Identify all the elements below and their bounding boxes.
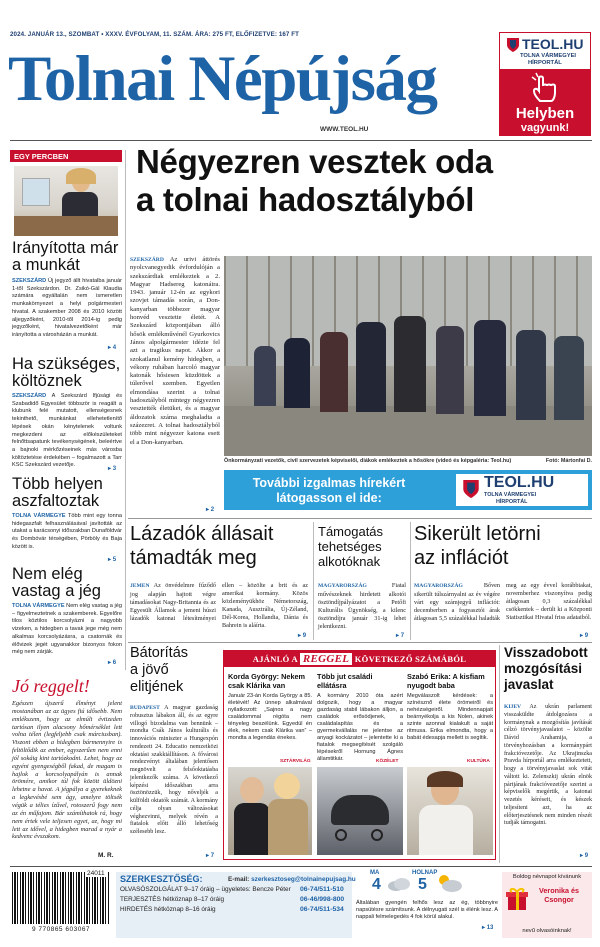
lazadok-cat: JEMEN: [130, 583, 150, 589]
headline-line: alkotóknak: [318, 554, 381, 569]
service-row-2-label: TERJESZTÉS hétköznap 8–17 óráig: [120, 896, 225, 903]
sidebar-item-1-page[interactable]: ▸ 4: [108, 345, 117, 351]
footer-rule: [10, 866, 592, 867]
tamogatas-cat: MAGYARORSZÁG: [318, 583, 367, 589]
reggel-item-1-text: Január 23-án Korda György a 85. életévét! Az ünnep alkalmával nyilatkozott: „Sajnos a nagy családommal régóta nem tényeleg beszélünk. Egyedül én élek, nekem csak Klárika van” – mondta a legendás énekes.: [228, 693, 312, 741]
reggel-photo-3[interactable]: [407, 767, 493, 855]
reggel-item-3-title[interactable]: Szabó Erika: A kisfiam nyugodt baba: [407, 672, 485, 690]
headline-line: Lázadók állásait: [130, 523, 274, 545]
lead-headline-1[interactable]: Négyezren vesztek oda: [136, 143, 493, 180]
inflacio-text: [414, 582, 592, 634]
banner-line-1: További izgalmas hírekért: [252, 476, 406, 490]
sidebar-item-1-body: Új jegyző állt hivatalba január 1-től Szekszárdon. Dr. Zsikó-Gál Klaudia számára egyáltalán nem ismeretlen munkakörnyezet a helyi polgármesteri hivatal. A szakember 2008 és 2010 között aljegyzőként, 2010-től 2014-ig pedig jegyzőként, hivatalvezetőként már irányította a városházán a munkát.: [12, 278, 122, 338]
batoritas-body: A magyar gazdaság robusztus lábakon áll, és az egyre villogó bizodalma van bennünk – mondta Csák János kulturális és innovációs miniszter a Hungexpón rendezett 24. Educatio nemzetközi oktatási szakkiállításon. A fővárosi rendezvényt általában jelentősen megnövelt a felsőoktatásba jelentkezők száma. A következő képzési időszakban arra ösztönözzük, hogy nőveljék a külföldi oktatók számát. A kormány célja olyan változásokat véghezvinni, melyek révén a fiatalok előtt álló lehetőség szélesebb lesz.: [130, 705, 219, 835]
banner-brand: TEOL.HU: [484, 474, 555, 491]
teol-banner[interactable]: [224, 470, 592, 510]
promo-slogan-1: Helyben: [515, 105, 575, 122]
reggel-item-3-tag: KULTÚRA: [467, 759, 490, 764]
service-row-1-phone[interactable]: 06-74/511-510: [300, 886, 344, 893]
caption-text: Önkormányzati vezetők, civil szervezetek képviselői, diákok emlékeztek a hősökre (videó és képgaléria: Teol.hu): [224, 458, 512, 464]
tamogatas-text: [318, 582, 406, 634]
page-ref: 2: [210, 507, 215, 513]
headline-line: Támogatás: [318, 524, 384, 539]
reggel-item-3-text: Megválaszolt kérdések: a színésznő élete örömeiről és nehézségeiről. Mindennapjait beárnyékolja a kis Nolen, akinek szinte azonnal kialakult a saját ritmusa. Erika elmondta, hogy a babát édesapja mellett is segítik.: [407, 693, 493, 741]
weather-tomorrow-label: HOLNAP: [412, 870, 438, 876]
masthead-rule: [10, 140, 592, 141]
batoritas-headline[interactable]: [130, 645, 220, 696]
visszadobott-text: [504, 704, 592, 854]
inflacio-page-ref[interactable]: ▸ 9: [580, 633, 589, 639]
service-row-1-label: OLVASÓSZOLGÁLAT 9–17 óráig – ügyeletes: Bencze Péter: [120, 886, 291, 893]
sidebar-item-2-body: A Szekszárd Ifjúsági és Szabadidő Egyesület többször is reagált a klubunk felé mutatott, ellenségesnek tekinthető, munkánkat ellehetetlenítő lépések okán kénytelenek voltunk megkezdeni az előkészületeket felnőttsapatunk tevékenységének, beleértve a bajnoki mérkőzéseinek más városba költöztetése érdekében – fogalmazott a Tarr KSC Szekszárd vezetője.: [12, 393, 122, 469]
sidebar-item-3-body: Több mint egy tonna hidegaszfalt felhasználásával javították az utakat a karácsonyi időszakban Dunaföldvár és Dombóvár térségében, Pörböly és Baja között is.: [12, 513, 123, 550]
issue-code: 24011: [87, 870, 105, 877]
banner-sub1: TOLNA VÁRMEGYEI: [484, 492, 537, 498]
lead-headline-2[interactable]: a tolnai hadosztályból: [136, 181, 475, 218]
shield-icon: [506, 37, 520, 53]
sidebar-item-2-title[interactable]: Ha szükséges, költöznek: [12, 355, 121, 390]
sidebar-item-3-page[interactable]: ▸ 5: [108, 557, 117, 563]
page-ref: 7: [400, 633, 405, 639]
sidebar-item-3-text: [12, 513, 122, 559]
dateline: 2024. JANUÁR 13., SZOMBAT • XXXV. ÉVFOLYAM, 11. SZÁM. ÁRA: 275 FT, ELŐFIZETVE: 167 FT: [10, 31, 300, 38]
reggel-brand: REGGEL: [300, 653, 352, 665]
batoritas-text: [130, 705, 218, 853]
reggel-photo-2[interactable]: [317, 767, 403, 855]
lazadok-page-ref[interactable]: ▸ 9: [298, 633, 307, 639]
email-line[interactable]: [228, 876, 356, 883]
email-address: szerkesztoseg@tolnainepujsag.hu: [251, 876, 356, 883]
inflacio-cat: MAGYARORSZÁG: [414, 583, 463, 589]
sidebar-item-3-cat: TOLNA VÁRMEGYE: [12, 513, 66, 519]
masthead-title[interactable]: Tolnai Népújság: [8, 43, 437, 115]
teol-promo-sub2: HÍRPORTÁL: [528, 60, 562, 66]
reggel-item-1-title[interactable]: Korda György: Nekem csak Klárika van: [228, 672, 306, 690]
page-ref: 4: [112, 345, 117, 351]
service-row-2-phone[interactable]: 06-46/998-800: [300, 896, 345, 903]
shield-icon: [462, 478, 480, 505]
visszadobott-body: Az ukrán parlament visszaküldte átdolgozásra a kormánynak a mozgósítás javítását célzó törvényjavaslatot – közölte Dávid Arahamija, a törvényhozásban a kormánypárt frakcióvezetője. Az Ukrajinszka Pravda hírportál arra emlékeztetett, hogy a törvényjavaslat sok vitát váltott ki. Zelenszkij ukrán elnök pártjának frakcióvezetője szerint a képviselők megértik, a katonai vezetés kéréseit, és készek teljesíteni azt, ha az előterjesztésnek nem minden részét tudják támogatni.: [504, 704, 593, 827]
headline-line: Visszadobott: [504, 645, 588, 660]
nameday-names: Veronika és Csongor: [539, 886, 579, 904]
headline-line: az inflációt: [414, 547, 509, 569]
page-ref: 7: [210, 853, 215, 859]
headline-line: javaslat: [504, 677, 554, 692]
reggel-header: [224, 651, 495, 667]
editorial-title: Jó reggelt!: [12, 676, 90, 696]
visszadobott-headline[interactable]: [504, 645, 594, 693]
lead-page-ref[interactable]: ▸ 2: [206, 507, 215, 513]
inflacio-body: Bőven sikerült túlszárnyalni az év végére várt egy számjegyű inflációt: decemberben a fogyasztói árak átlagosan 5,5 százalékkal haladták meg az egy évvel korábbiakat, novemberhez viszonyítva pedig átlagosan 0,3 százalékkal csökkentek – derült ki a Központi Statisztikai Hivatal friss adataiból.: [414, 582, 592, 622]
page-ref: 9: [302, 633, 307, 639]
weather-today-label: MA: [370, 870, 380, 876]
nameday-intro: Boldog névnapot kívánunk: [512, 874, 582, 880]
lazadok-headline[interactable]: [130, 522, 310, 570]
barcode-digits: 9 770865 603067: [31, 926, 91, 933]
reggel-item-2-tag: KÖZÉLET: [376, 759, 399, 764]
headline-line: Sikerült letörni: [414, 523, 541, 545]
lead-photo[interactable]: [224, 256, 592, 456]
sidebar-item-1-title[interactable]: Irányította már a munkát: [12, 239, 119, 274]
reggel-item-2-text: A kormány 2010 óta azért dolgozik, hogy a magyar gazdaság stabil lábakon álljon, a családok erősödjenek, a családalapítás és a gyermekvállalás ne jelentse az anyagi kockázatot – jelentette ki a fiatalok megsegítését szolgáló lépésekről Hornung Ágnes államtitkár.: [317, 693, 403, 762]
headline-line: tehetséges: [318, 539, 382, 554]
sidebar-divider: [125, 150, 126, 670]
teol-promo-brand: TEOL.HU: [522, 36, 584, 52]
sidebar-kicker: EGY PERCBEN: [10, 150, 122, 162]
col-divider: [410, 522, 411, 640]
gift-icon: [506, 886, 528, 917]
editorial-text: Egészen újszerű élményt jelent mostanában az az ügyes fiú idősebb. Nem emlékszem, hogy az elmúlt évtizeden tartósan ilyen alacsony hőmérséklet lett volna télen (legfeljebb csak márciusban). Viszont ebben a hidegben bármennyire is feltöltődik az ember, egyszerűen nem enni jól sokáig kint tartózkodni. Lehet, hogy az egyéni gyengeségből fakad, de magam is hajlok a korcsolyapályán is annak örömére, amikor túl fok között üldözni lehetne a havat. A jégpálya a gyerekeknek a legkevésbé sem ágy, amelyre töltsék végük a télies ízűvel, rotoszerű fogy nem az én műfajom. Bár számíthatok rá, hogy nem értek vele teljesen egyet, az, hogy mi lett az idővel, a hidegben marad a nyár a kedvenc évszakom.: [12, 700, 122, 841]
page-ref: 13: [486, 925, 494, 931]
col-divider: [313, 522, 314, 640]
barcode: [12, 872, 110, 924]
reggel-item-2-title[interactable]: Több jut családi ellátásra: [317, 672, 373, 690]
sidebar-item-4-body: Nem elég vastag a jég – figyelmeztetnek a szakemberek. Egyelőre tilos köztilos korcsolyázni a nagyobb vizeken, a hidegben a tavak jege még nem alkalmas korcsolyázásra, a csatornák és élővizek jegét ugyanakkor bizonyos fokon még nem zárják.: [12, 603, 122, 656]
banner-sub2: HÍRPORTÁL: [496, 499, 528, 505]
service-title: SZERKESZTŐSÉG:: [120, 874, 203, 884]
weather-page-ref[interactable]: ▸ 13: [482, 925, 494, 931]
banner-line-2: látogasson el ide:: [276, 491, 382, 505]
row2-bottom-rule: [128, 642, 592, 643]
sidebar-item-2-cat: SZEKSZÁRD: [12, 393, 47, 399]
lead-photo-caption: [224, 458, 592, 464]
visszadobott-page-ref[interactable]: ▸ 9: [580, 853, 589, 859]
visszadobott-cat: KIJEV: [504, 704, 522, 710]
weather-tomorrow-temp: 5: [418, 876, 427, 893]
photo-credit: Fotó: Mártonfai D.: [545, 458, 592, 464]
batoritas-cat: BUDAPEST: [130, 705, 160, 711]
reggel-label-2: KÖVETKEZŐ SZÁMÁBÓL: [354, 654, 467, 664]
sidebar-item-1-text: [12, 278, 122, 344]
nameday-outro: nevű olvasóinknak!: [522, 928, 572, 934]
col-divider: [499, 645, 500, 863]
page-ref: 6: [112, 660, 117, 666]
page-ref: 5: [112, 557, 117, 563]
page-ref: 9: [584, 853, 589, 859]
lazadok-text: [130, 582, 308, 634]
reggel-label-1: AJÁNLÓ A: [252, 654, 298, 664]
cloud-icon: [386, 876, 412, 897]
tamogatas-page-ref[interactable]: ▸ 7: [396, 633, 405, 639]
inflacio-headline[interactable]: [414, 522, 592, 570]
headline-line: a jövő: [130, 662, 169, 678]
weather-text: Általában gyengén felhős lesz az ég, többnyire napsütésre számítsunk. A délnyugati szél is élénk lesz. A nappali felmelegedés 4 fok körül alakul.: [356, 900, 498, 920]
weather-today-temp: 4: [372, 876, 381, 893]
site-url[interactable]: WWW.TEOL.HU: [320, 126, 369, 133]
sidebar-photo[interactable]: [14, 166, 118, 236]
reggel-photo-1[interactable]: [228, 767, 312, 855]
batoritas-page-ref[interactable]: ▸ 7: [206, 853, 215, 859]
lead-body: Az urivi áttörés nyolcvanegyedik évfordulóján a szekszárdiak emlékeztek a 2. Magyar Hadsereg katonáira. 1943. január 12-én az egykori szovjet támadás során, a Don-kanyarban többezer magyar honvéd vesztette életét. A Szekszárd központjában álló hősök emlékművénél Gyurkovics János alpolgármester idézte fel azt a tragikus napot. Akkor a szokatlanul kemény hidegben, a vékony ruhában harcoló magyar katonák hősiesen küzdöttek a túlerővel szemben. Egyetlen elmondása szerint a tolnai hadosztályból mintegy négyezren vesztették életüket, és a magyar áldozatok száma meghaladta a százezret. A tolnai hadosztályból több mint négyezer katona esett el a Don-kanyarban.: [130, 256, 220, 446]
reggel-item-1-tag: SZTÁRVILÁG: [280, 759, 311, 764]
page-ref: 3: [112, 466, 117, 472]
teol-promo-sub1: TOLNA VÁRMEGYEI: [520, 53, 577, 59]
editorial-signature: M. R.: [98, 852, 114, 859]
lead-cat: SZEKSZÁRD: [130, 257, 164, 263]
sidebar-item-2-text: [12, 393, 122, 469]
headline-line: elitjének: [130, 679, 184, 695]
headline-line: támadták meg: [130, 547, 257, 569]
promo-slogan-2: vagyunk!: [520, 122, 570, 134]
sidebar-item-4-cat: TOLNA VÁRMEGYE: [12, 603, 65, 609]
headline-line: Bátorítás: [130, 645, 189, 661]
headline-line: mozgósítási: [504, 661, 583, 676]
teol-promo-box[interactable]: [499, 32, 591, 136]
tamogatas-body: Fiatal művészeknek hirdetett alkotói ösztöndíjpályázatot a Petőfi Kulturális Ügynökség, a kilenc ösztöndíjra január 31-ig lehet jelentkezni.: [318, 582, 406, 630]
reggel-box[interactable]: [223, 650, 496, 860]
sun-cloud-icon: [434, 872, 464, 899]
page-ref: 9: [584, 633, 589, 639]
sidebar-item-4-text: [12, 603, 122, 659]
service-row-3-phone[interactable]: 06-74/511-534: [300, 906, 344, 913]
sidebar-item-1-cat: SZEKSZÁRD: [12, 278, 47, 284]
sidebar-item-4-page[interactable]: ▸ 6: [108, 660, 117, 666]
email-label: E-mail:: [228, 876, 250, 883]
tamogatas-headline[interactable]: [318, 524, 408, 569]
lazadok-body: Az önvédelmre fűződő jog alapján hajtott végre támadásokat Nagy-Britannia és az Egyesült Államok a jemeni húszi lázadók katonai létesítményei ellen – közölte a brit és az amerikai kormány. Közös közleményükhöz Németország, Kanada, Ausztrália, Új-Zéland, Dél-Korea, Hollandia, Dánia és Bahrein is aláírta.: [130, 582, 308, 629]
lead-text: [130, 256, 220, 506]
hand-pointer-icon: [528, 73, 566, 103]
sidebar-item-2-page[interactable]: ▸ 3: [108, 466, 117, 472]
service-row-3-label: HIRDETÉS hétköznap 8–16 óráig: [120, 906, 216, 913]
sidebar-item-4-title[interactable]: Nem elég vastag a jég: [12, 565, 101, 600]
sidebar-item-3-title[interactable]: Több helyen aszfaltoztak: [12, 475, 103, 510]
lead-bottom-rule: [128, 518, 592, 519]
